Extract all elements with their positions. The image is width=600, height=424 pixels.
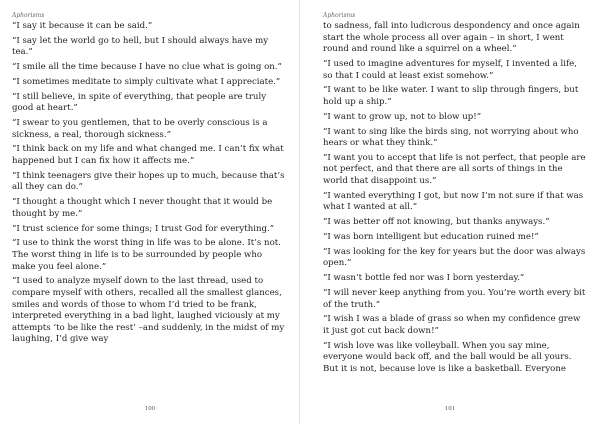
left-quote-list (12, 21, 288, 346)
quote: “I want to be like water. I want to slip through fingers, but hold up a ship.” (323, 85, 579, 107)
right-page (300, 0, 600, 424)
quote: “I wasn’t bottle fed nor was I born yesterday.” (323, 273, 525, 284)
quote: “I wish I was a blade of grass so when my confidence grew it just got cut back down!” (323, 314, 581, 336)
quote: “I was born intelligent but education ruined me!” (323, 232, 539, 242)
quote: “I think back on my life and what changed me. I can’t fix what happened but I can fix how it affects me.” (12, 144, 284, 167)
quote: “I used to analyze myself down to the last thread, used to compare myself with others, recalled all the smallest glances, smiles and words of those to whom I’d tried to be frank, interpreted everything in a bad light, laughed viciously at my attempts ‘to be like the rest’ –and suddenly, in the midst of my laughing, I’d give way (12, 276, 285, 345)
quote: “I smile all the time because I have no clue what is going on.” (12, 62, 282, 73)
quote: “I want you to accept that life is not perfect, that people are not perfect, and that there are all sorts of things in the world that disappoint us.” (323, 152, 586, 187)
quote: “I trust science for some things; I trust God for everything.” (12, 223, 275, 234)
quote: “I thought a thought which I never thought that it would be thought by me.” (12, 197, 273, 219)
quote: “I was looking for the key for years but the door was always open.” (323, 246, 586, 269)
quote: “I sometimes meditate to simply cultivate what I appreciate.” (12, 76, 281, 87)
right-running-head: Aphorisms (323, 12, 356, 19)
quote: “I wanted everything I got, but now I’m not sure if that was what I wanted at all.” (323, 190, 584, 213)
left-running-head: Aphorisms (12, 12, 45, 19)
quote: “I want to sing like the birds sing, not worrying about who hears or what they think.” (323, 126, 579, 149)
right-quote-list (323, 21, 588, 375)
quote: “I say it because it can be said.” (12, 21, 153, 31)
quote: “I used to imagine adventures for myself, I invented a life, so that I could at least exist somehow.” (323, 58, 577, 81)
quote: to sadness, fall into ludicrous despondency and once again start the whole process all over again – in short, I went round and round like a squirrel on a wheel.” (323, 21, 580, 55)
quote: “I want to grow up, not to blow up!” (323, 111, 482, 122)
quote: “I wish love was like volleyball. When you say mine, everyone would back off, and the ball would be all yours. But it is not, because love is like a basketball. Everyone (323, 340, 572, 374)
quote: “I think teenagers give their hopes up to much, because that’s all they can do.” (12, 170, 285, 193)
left-page-number: 100 (144, 406, 156, 412)
right-page-number: 101 (444, 406, 456, 412)
quote: “I swear to you gentlemen, that to be overly conscious is a sickness, a real, thorough sickness.” (12, 118, 268, 140)
quote: “I say let the world go to hell, but I should always have my tea.” (12, 35, 269, 58)
quote: “I use to think the worst thing in life was to be alone. It’s not. The worst thing in life is to be surrounded by people who make you feel alone.” (12, 238, 281, 272)
quote: “I will never keep anything from you. You’re worth every bit of the truth.” (323, 287, 586, 310)
quote: “I was better off not knowing, but thanks anyways.” (323, 217, 550, 228)
quote: “I still believe, in spite of everything, that people are truly good at heart.” (12, 91, 267, 114)
